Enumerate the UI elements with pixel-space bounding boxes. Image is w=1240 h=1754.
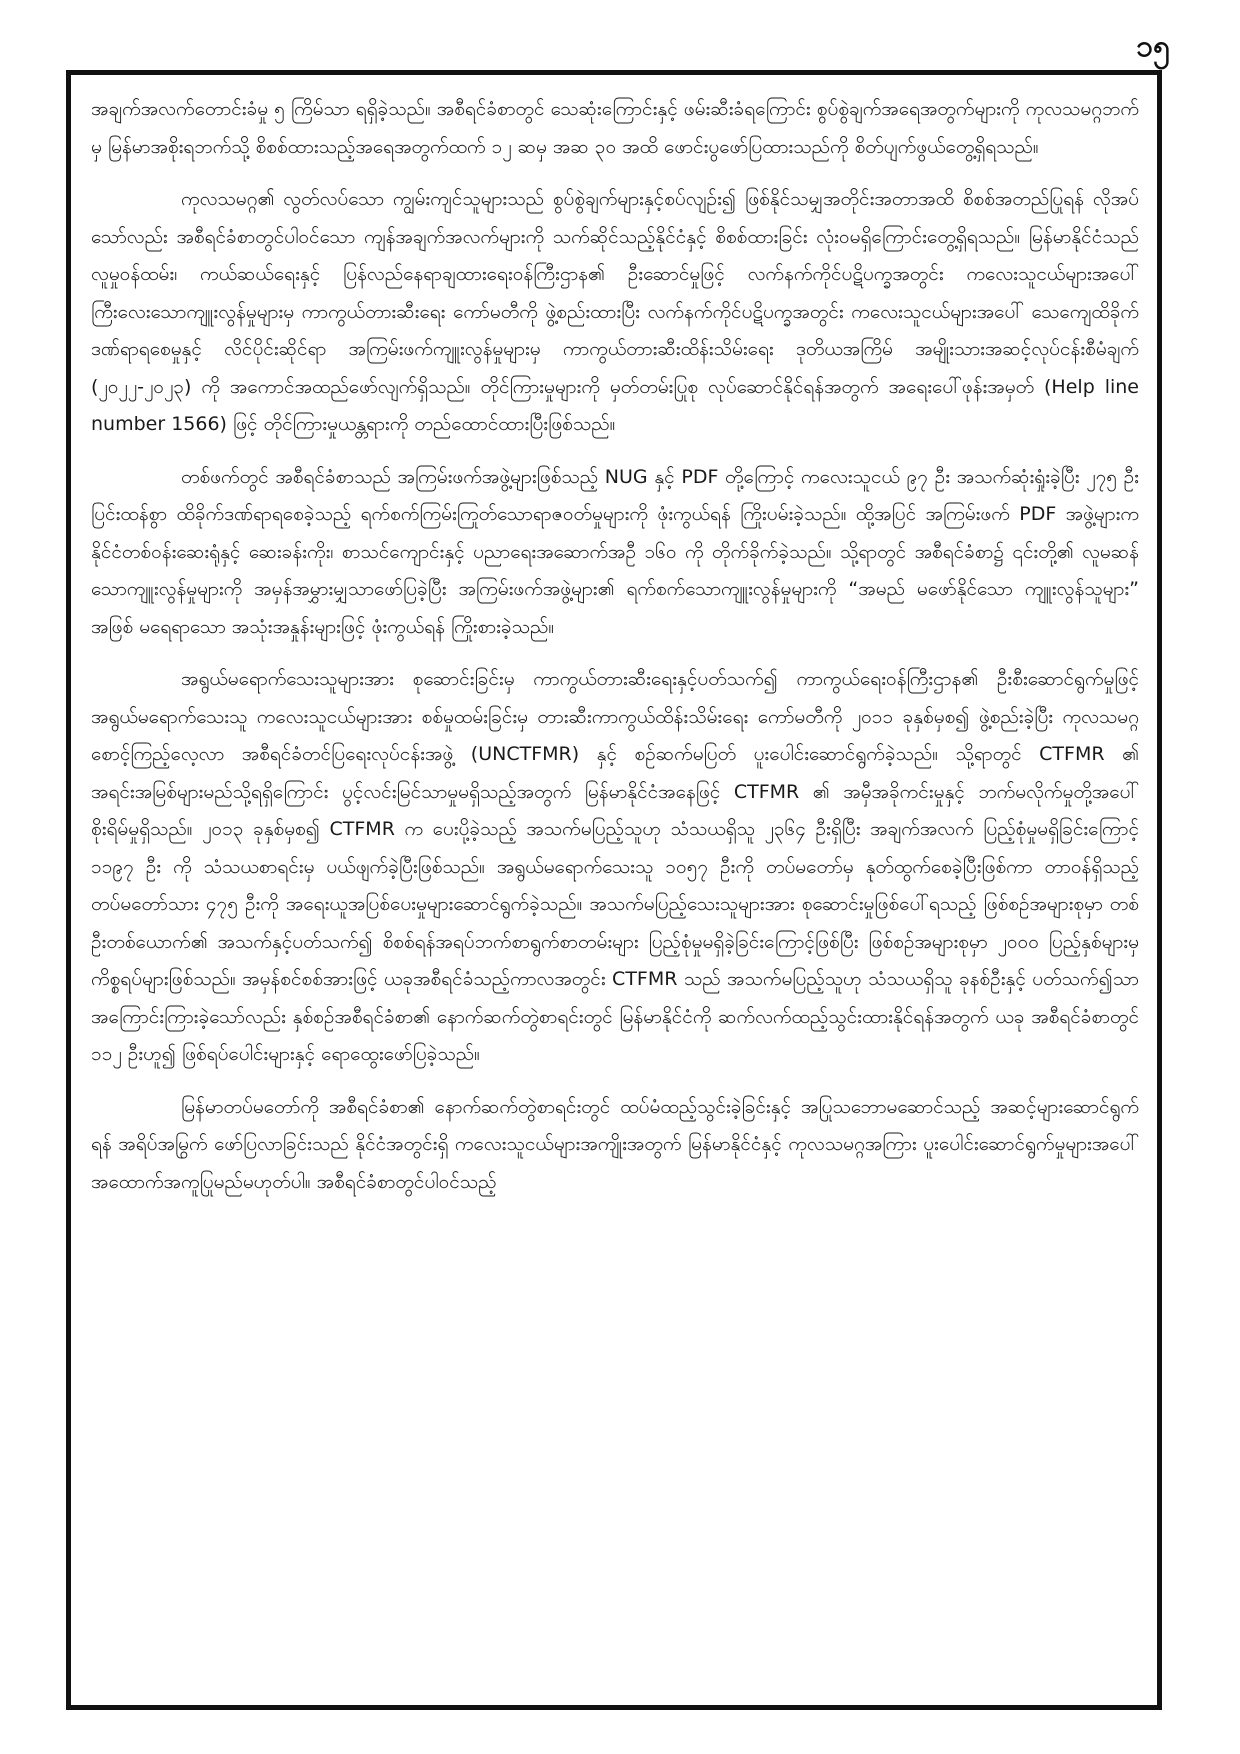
paragraph-4: အရွယ်မရောက်သေးသူများအား စုဆောင်းခြင်းမှ ကာကွယ်တားဆီးရေးနှင့်ပတ်သက်၍ ကာကွယ်ရေးဝန်ကြီးဌာန၏ ဦးစီးဆောင်ရွက်မှုဖြင့် အရွယ်မရောက်သေးသူ ကလေးသူငယ်များအား စစ်မှုထမ်းခြင်းမှ တားဆီးကာကွယ်ထိန်းသိမ်းရေး ကော်မတီကို ၂၀၁၁ ခုနှစ်မှစ၍ ဖွဲ့စည်းခဲ့ပြီး ကုလသမဂ္ဂစောင့်ကြည့်လေ့လာ အစီရင်ခံတင်ပြရေးလုပ်ငန်းအဖွဲ့ (UNCTFMR) နှင့် စဉ်ဆက်မပြတ် ပူးပေါင်းဆောင်ရွက်ခဲ့သည်။ သို့ရာတွင် CTFMR ၏ အရင်းအမြစ်များမည်သို့ရရှိကြောင်း ပွင့်လင်းမြင်သာမှုမရှိသည့်အတွက် မြန်မာနိုင်ငံအနေဖြင့် CTFMR ၏ အမှီအခိုကင်းမှုနှင့် ဘက်မလိုက်မှုတို့အပေါ် စိုးရိမ်မှုရှိသည်။ ၂၀၁၃ ခုနှစ်မှစ၍ CTFMR က ပေးပို့ခဲ့သည့် အသက်မပြည့်သူဟု သံသယရှိသူ ၂၃၆၄ ဦးရှိပြီး အချက်အလက် ပြည့်စုံမှုမရှိခြင်းကြောင့် ၁၁၉၇ ဦး ကို သံသယစာရင်းမှ ပယ်ဖျက်ခဲ့ပြီးဖြစ်သည်။ အရွယ်မရောက်သေးသူ ၁၀၅၇ ဦးကို တပ်မတော်မှ နုတ်ထွက်စေခဲ့ပြီးဖြစ်ကာ တာဝန်ရှိသည့် တပ်မတော်သား ၄၇၅ ဦးကို အရေးယူအပြစ်ပေးမှုများဆောင်ရွက်ခဲ့သည်။ အသက်မပြည့်သေးသူများအား စုဆောင်းမှုဖြစ်ပေါ်ရသည့် ဖြစ်စဉ်အများစုမှာ တစ်ဦးတစ်ယောက်၏ အသက်နှင့်ပတ်သက်၍ စိစစ်ရန်အရပ်ဘက်စာရွက်စာတမ်းများ ပြည့်စုံမှုမရှိခဲ့ခြင်းကြောင့်ဖြစ်ပြီး ဖြစ်စဉ်အများစုမှာ ၂၀၀၀ ပြည့်နှစ်များမှ ကိစ္စရပ်များဖြစ်သည်။ အမှန်စင်စစ်အားဖြင့် ယခုအစီရင်ခံသည့်ကာလအတွင်း CTFMR သည် အသက်မပြည့်သူဟု သံသယရှိသူ ခုနစ်ဦးနှင့် ပတ်သက်၍သာ အကြောင်းကြားခဲ့သော်လည်း နှစ်စဉ်အစီရင်ခံစာ၏ နောက်ဆက်တွဲစာရင်းတွင် မြန်မာနိုင်ငံကို ဆက်လက်ထည့်သွင်းထားနိုင်ရန်အတွက် ယခု အစီရင်ခံစာတွင် ၁၁၂ ဦးဟူ၍ ဖြစ်ရပ်ပေါင်းများနှင့် ရောထွေးဖော်ပြခဲ့သည်။ — [91, 668, 1139, 1065]
paragraph-1: အချက်အလက်တောင်းခံမှု ၅ ကြိမ်သာ ရရှိခဲ့သည်။ အစီရင်ခံစာတွင် သေဆုံးကြောင်းနှင့် ဖမ်းဆီးခံရကြောင်း စွပ်စွဲချက်အရေအတွက်များကို ကုလသမဂ္ဂဘက်မှ မြန်မာအစိုးရဘက်သို့ စိစစ်ထားသည့်အရေအတွက်ထက် ၁၂ ဆမှ အဆ ၃၀ အထိ ဖောင်းပွဖော်ပြထားသည်ကို စိတ်ပျက်ဖွယ်တွေ့ရှိရသည်။ — [91, 98, 1139, 158]
paragraph-3: တစ်ဖက်တွင် အစီရင်ခံစာသည် အကြမ်းဖက်အဖွဲ့များဖြစ်သည့် NUG နှင့် PDF တို့ကြောင့် ကလေးသူငယ် ၉၇ ဦး အသက်ဆုံးရှုံးခဲ့ပြီး ၂၇၅ ဦး ပြင်းထန်စွာ ထိခိုက်ဒဏ်ရာရစေခဲ့သည့် ရက်စက်ကြမ်းကြုတ်သောရာဇဝတ်မှုများကို ဖုံးကွယ်ရန် ကြိုးပမ်းခဲ့သည်။ ထို့အပြင် အကြမ်းဖက် PDF အဖွဲ့များက နိုင်ငံတစ်ဝန်းဆေးရုံနှင့် ဆေးခန်းကိုး၊ စာသင်ကျောင်းနှင့် ပညာရေးအဆောက်အဦ ၁၆၀ ကို တိုက်ခိုက်ခဲ့သည်။ သို့ရာတွင် အစီရင်ခံစာ၌ ၎င်းတို့၏ လူမဆန်သောကျူးလွန်မှုများကို အမှန်အမွှားမျှသာဖော်ပြခဲ့ပြီး အကြမ်းဖက်အဖွဲ့များ၏ ရက်စက်သောကျူးလွန်မှုများကို “အမည် မဖော်နိုင်သော ကျူးလွန်သူများ” အဖြစ် မရေရာသော အသုံးအနှုန်းများဖြင့် ဖုံးကွယ်ရန် ကြိုးစားခဲ့သည်။ — [91, 465, 1139, 638]
paragraph-5: မြန်မာတပ်မတော်ကို အစီရင်ခံစာ၏ နောက်ဆက်တွဲစာရင်းတွင် ထပ်မံထည့်သွင်းခဲ့ခြင်းနှင့် အပြုသဘောမဆောင်သည့် အဆင့်များဆောင်ရွက်ရန် အရိပ်အမြွက် ဖော်ပြလာခြင်းသည် နိုင်ငံအတွင်းရှိ ကလေးသူငယ်များအကျိုးအတွက် မြန်မာနိုင်ငံနှင့် ကုလသမဂ္ဂအကြား ပူးပေါင်းဆောင်ရွက်မှုများအပေါ် အထောက်အကူပြုမည်မဟုတ်ပါ။ အစီရင်ခံစာတွင်ပါဝင်သည့် — [91, 1095, 1139, 1193]
page-number: ၁၅ — [1136, 29, 1170, 64]
content-frame — [66, 70, 1162, 1710]
paragraph-2: ကုလသမဂ္ဂ၏ လွတ်လပ်သော ကျွမ်းကျင်သူများသည် စွပ်စွဲချက်များနှင့်စပ်လျဉ်း၍ ဖြစ်နိုင်သမျှအတိုင်းအတာအထိ စိစစ်အတည်ပြုရန် လိုအပ်သော်လည်း အစီရင်ခံစာတွင်ပါဝင်သော ကျန်အချက်အလက်များကို သက်ဆိုင်သည့်နိုင်ငံနှင့် စိစစ်ထားခြင်း လုံးဝမရှိကြောင်းတွေ့ရှိရသည်။ မြန်မာနိုင်ငံသည် လူမှုဝန်ထမ်း၊ ကယ်ဆယ်ရေးနှင့် ပြန်လည်နေရာချထားရေးဝန်ကြီးဌာန၏ ဦးဆောင်မှုဖြင့် လက်နက်ကိုင်ပဋိပက္ခအတွင်း ကလေးသူငယ်များအပေါ် ကြီးလေးသောကျူးလွန်မှုများမှ ကာကွယ်တားဆီးရေး ကော်မတီကို ဖွဲ့စည်းထားပြီး လက်နက်ကိုင်ပဋိပက္ခအတွင်း ကလေးသူငယ်များအပေါ် သေကျေထိခိုက်ဒဏ်ရာရစေမှုနှင့် လိင်ပိုင်းဆိုင်ရာ အကြမ်းဖက်ကျူးလွန်မှုများမှ ကာကွယ်တားဆီးထိန်းသိမ်းရေး ဒုတိယအကြိမ် အမျိုးသားအဆင့်လုပ်ငန်းစီမံချက် (၂၀၂၂-၂၀၂၃) ကို အကောင်အထည်ဖော်လျက်ရှိသည်။ တိုင်ကြားမှုများကို မှတ်တမ်းပြုစု လုပ်ဆောင်နိုင်ရန်အတွက် အရေးပေါ်ဖုန်းအမှတ် (Help line number 1566) ဖြင့် တိုင်ကြားမှုယန္တရားကို တည်ထောင်ထားပြီးဖြစ်သည်။ — [91, 188, 1139, 435]
